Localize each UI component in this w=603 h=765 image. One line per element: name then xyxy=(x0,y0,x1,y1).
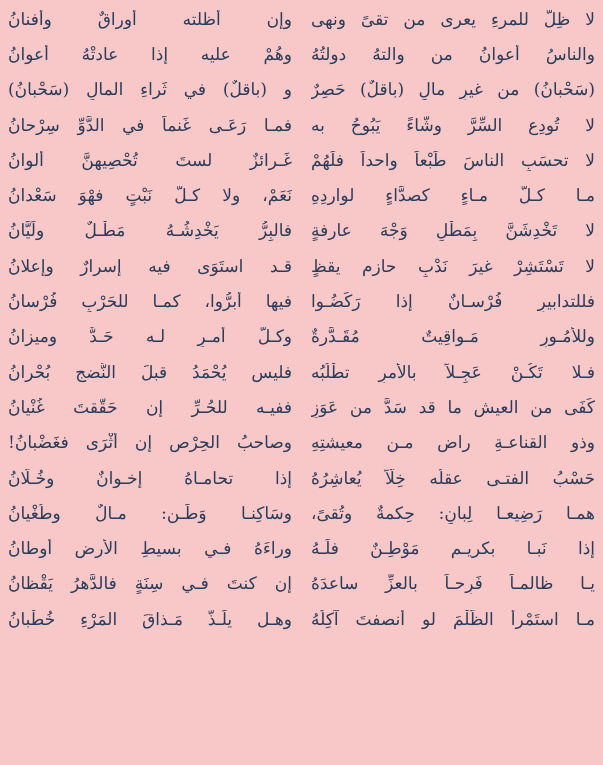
verse-first-hemistich: حَسْبُ الفتـى عقلُه خِلّاً يُعاشِرُهُ xyxy=(311,468,595,489)
verse xyxy=(8,108,595,143)
verse xyxy=(8,73,595,108)
verse-second-hemistich: وراءَهُ فـي بسيطِ الأرضِ أوطانُ xyxy=(8,539,292,560)
verse-second-hemistich: وكـلُّ أمـرٍ لـه حَـدٌّ وميزانُ xyxy=(8,327,292,348)
verse-second-hemistich: وهُمْ عليه إذا عادتْهُ أعوانُ xyxy=(8,44,292,65)
verse xyxy=(8,461,595,496)
poem-body xyxy=(8,2,595,637)
verse-first-hemistich: فللتدابيرِ فُرْسـانٌ إذا رَكَضُـوا xyxy=(311,292,595,313)
verse xyxy=(8,214,595,249)
verse-first-hemistich: وذو القناعـةِ راضٍ مـن معيشتِهِ xyxy=(311,433,595,454)
verse-second-hemistich: نَعَمْ، ولا كـلُّ نَبْتٍ فهْوَ سَعْدانُ xyxy=(8,186,292,207)
verse xyxy=(8,567,595,602)
verse-first-hemistich: لا تحسَبِ الناسَ طَبْعاً واحداً فلَهُمْ xyxy=(311,150,595,171)
verse-first-hemistich: مـا كـلُّ مـاءٍ كصدَّاءٍ لواردِهِ xyxy=(311,186,595,207)
verse-second-hemistich: فيها أبرُّوا، كمـا للحَرْبِ فُرْسانُ xyxy=(8,292,292,313)
verse-first-hemistich: يـا ظالمـاً فَرِحـاً بالعزِّ ساعدَهُ xyxy=(311,574,595,595)
verse-second-hemistich: ففيـه للحُـرِّ إن حَقَّقتَ غُنْيانُ xyxy=(8,397,292,418)
verse-first-hemistich: مـا استَمْرأ الظُّلْمَ لو أنصفتَ آكِلُهُ xyxy=(311,609,595,630)
verse xyxy=(8,355,595,390)
verse-first-hemistich: همـا رَضِيعـا لِبانٍ: حِكمةٌ وتُقىً، xyxy=(311,503,595,524)
verse-second-hemistich: و (باقلٌ) في ثَراءِ المالِ (سَحْبانُ) xyxy=(8,80,292,101)
verse-second-hemistich: وإن أظلته أوراقٌ وأفنانُ xyxy=(8,9,292,30)
verse-first-hemistich: لا تَسْتَشِرْ غيرَ نَدْبٍ حازمٍ يقظٍ xyxy=(311,256,595,277)
verse-first-hemistich: وللأُمُـورِ مَـواقِيتٌ مُقَـدَّرةٌ xyxy=(311,327,595,348)
verse-second-hemistich: قـد استَوَى فيه إسرارٌ وإعلانُ xyxy=(8,256,292,277)
verse-first-hemistich: لا تُودِعِ السِّرَّ وشَّاءً يَبُوحُ به xyxy=(311,115,595,136)
verse-first-hemistich: فـلا تَكُـنْ عَجِـلاً بالأمرِ تطْلُبُه xyxy=(311,362,595,383)
verse-first-hemistich: كَفَى من العيشِ ما قد سَدَّ من عَوَزٍ xyxy=(311,397,595,418)
verse xyxy=(8,390,595,425)
verse xyxy=(8,426,595,461)
verse xyxy=(8,602,595,637)
verse-second-hemistich: غَـرائزٌ لستَ تُحْصِيهِنَّ ألوانُ xyxy=(8,150,292,171)
verse xyxy=(8,320,595,355)
verse-second-hemistich: فليس يُحْمَدُ قبلَ النُّضجِ بُحْرانُ xyxy=(8,362,292,383)
verse xyxy=(8,37,595,72)
verse-second-hemistich: إذا تحامـاهُ إخـوانٌ وخُـلَّانُ xyxy=(8,468,292,489)
verse xyxy=(8,2,595,37)
verse-second-hemistich: إن كنتَ فـي سِنَةٍ فالدَّهرُ يَقْظانُ xyxy=(8,574,292,595)
verse-second-hemistich: وصاحبُ الحِرْصِ إن أثْرَى فغَضْبانُ! xyxy=(8,433,292,454)
verse xyxy=(8,178,595,213)
verse-second-hemistich: فمـا رَعَـى غَنماً في الدَّوِّ سِرْحانُ xyxy=(8,115,292,136)
verse xyxy=(8,284,595,319)
verse xyxy=(8,249,595,284)
verse-first-hemistich: إذا نَبـا بكريـمٍ مَوْطِـنٌ فلَـهُ xyxy=(311,539,595,560)
verse xyxy=(8,496,595,531)
verse-first-hemistich: والناسُ أعوانُ من والتهُ دولتُهُ xyxy=(311,44,595,65)
verse-first-hemistich: لا ظِلّ للمرءِ يعرى من تقىً ونهى xyxy=(311,9,595,30)
verse xyxy=(8,143,595,178)
verse-first-hemistich: لا تَخْدِشَنَّ بِمَطْلٍ وَجْهَ عارفةٍ xyxy=(311,221,595,242)
verse xyxy=(8,531,595,566)
verse-second-hemistich: وهـل يلَـذُّ مَـذاقَ المَرْءِ خُطْبانُ xyxy=(8,609,292,630)
verse-second-hemistich: فالبِرُّ يَخْدِشُـهُ مَطْـلٌ ولَيَّانُ xyxy=(8,221,292,242)
verse-second-hemistich: وسَاكِنـا وَطَـنٍ: مـالٌ وطُغْيانُ xyxy=(8,503,292,524)
verse-first-hemistich: (سَحْبانُ) من غيرِ مالٍ (باقلٌ) حَصِرٌ xyxy=(311,80,595,101)
